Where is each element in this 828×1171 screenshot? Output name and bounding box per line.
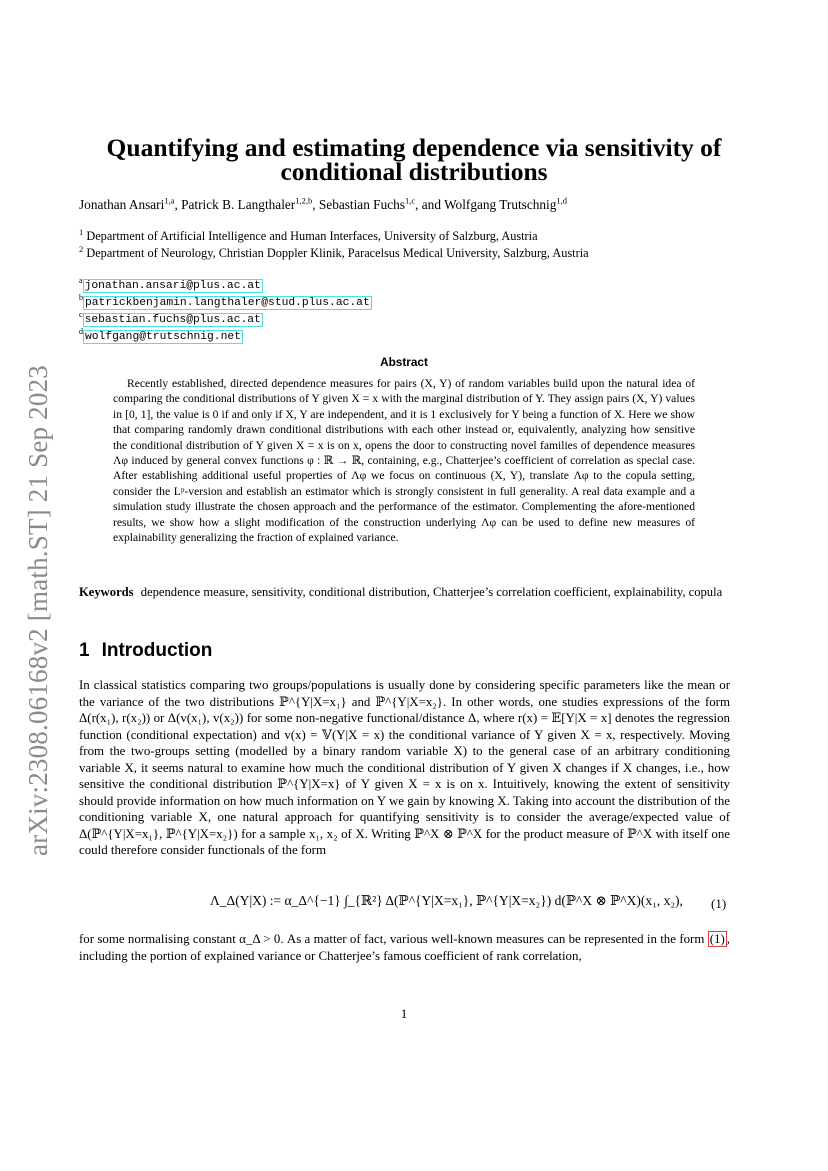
- author: Jonathan Ansari: [79, 197, 165, 212]
- paper-title: Quantifying and estimating dependence via sensitivity of conditional distributions: [106, 133, 722, 186]
- arxiv-identifier[interactable]: arXiv:2308.06168v2 [math.ST] 21 Sep 2023: [22, 364, 53, 856]
- email-entry: [79, 293, 372, 311]
- abstract-heading: Abstract: [380, 355, 428, 369]
- author-mark: 1,c: [404, 195, 416, 206]
- section-title: Introduction: [101, 640, 213, 661]
- author-mark: 1,a: [164, 195, 175, 206]
- email-link[interactable]: sebastian.fuchs@plus.ac.at: [84, 314, 261, 326]
- email-mark: a: [79, 276, 83, 286]
- authors-and: and: [421, 197, 441, 212]
- arxiv-stamp: [16, 350, 60, 870]
- keywords-text: dependence measure, sensitivity, conditional distribution, Chatterjee’s correlation coefficient, explainability, copula: [140, 585, 723, 599]
- author-list: Jonathan Ansari$^{1,a}$, Patrick B. Langthaler$^{1,2,b}$, Sebastian Fuchs$^{1,c}$, and Wolfgang Trutschnig$^{1,d}$: [79, 195, 568, 212]
- author: Sebastian Fuchs: [318, 197, 405, 212]
- email-mark: d: [79, 327, 83, 337]
- author-mark: 1,d: [556, 195, 568, 206]
- keywords: [79, 584, 729, 601]
- affiliation: [79, 245, 759, 261]
- author: Wolfgang Trutschnig: [444, 197, 557, 212]
- abstract-text: Recently established, directed dependence measures for pairs (X, Y) of random variables build upon the natural idea of comparing the conditional distributions of Y given X = x with the marginal distribution of Y. They assign pairs (X, Y) values in [0, 1], the value is 0 if and only if X, Y are independent, and it is 1 exclusively for Y being a function of X. Here we show that comparing randomly drawn conditional distributions with each other instead or, equivalently, analyzing how sensitive the conditional distribution of Y given X = x is on x, opens the door to constructing novel families of dependence measures Λφ induced by general convex functions φ : ℝ → ℝ, containing, e.g., Chatterjee’s coefficient of correlation as special case. After establishing additional useful properties of Λφ we focus on continuous (X, Y), translate Λφ to the copula setting, consider the Lᵖ-version and establish an estimator which is strongly consistent in full generality. A real data example and a simulation study illustrate the chosen approach and the performance of the estimator. Complementing the afore-mentioned results, we show how a slight modification of the construction underlying Λφ can be used to define new measures of explainability generalizing the fraction of explained variance.: [113, 377, 695, 545]
- author: Patrick B. Langthaler: [181, 197, 296, 212]
- email-mark: c: [79, 310, 83, 320]
- affiliation: [79, 228, 759, 244]
- intro-continuation: [79, 931, 730, 964]
- affiliation-mark: 1: [79, 226, 84, 237]
- intro-continuation-before: for some normalising constant α_Δ > 0. As a matter of fact, various well-known measures can be represented in the form: [79, 932, 705, 946]
- email-entry: [79, 276, 263, 294]
- affiliation-mark: 2: [79, 243, 84, 254]
- email-link[interactable]: wolfgang@trutschnig.net: [85, 331, 241, 343]
- keywords-label: Keywords: [79, 585, 134, 599]
- equation-1: Λ_Δ(Y|X) := α_Δ^{−1} ∫_{ℝ²} Δ(ℙ^{Y|X=x₁}, ℙ^{Y|X=x₂}) d(ℙ^X ⊗ ℙ^X)(x₁, x₂),: [210, 893, 683, 908]
- email-link[interactable]: patrickbenjamin.langthaler@stud.plus.ac.at: [85, 297, 370, 309]
- section-heading: [79, 640, 212, 662]
- affiliation-text: Department of Neurology, Christian Doppler Klinik, Paracelsus Medical University, Salzburg, Austria: [86, 246, 589, 260]
- email-entry: [79, 327, 243, 345]
- equation-reference-link[interactable]: (1): [709, 932, 725, 946]
- email-mark: b: [79, 293, 83, 303]
- page-number: 1: [400, 1006, 408, 1021]
- author-mark: 1,2,b: [295, 195, 313, 206]
- section-number: 1: [79, 640, 90, 661]
- equation-number: (1): [711, 896, 727, 911]
- affiliation-text: Department of Artificial Intelligence and Human Interfaces, University of Salzburg, Austria: [86, 229, 538, 243]
- email-link[interactable]: jonathan.ansari@plus.ac.at: [84, 280, 261, 292]
- intro-paragraph: In classical statistics comparing two groups/populations is usually done by considering specific parameters like the mean or the variance of the two distributions ℙ^{Y|X=x₁} and ℙ^{Y|X=x₂}. In other words, one studies expressions of the form Δ(r(x₁), r(x₂)) or Δ(v(x₁), v(x₂)) for some non-negative functional/distance Δ, where r(x) = 𝔼[Y|X = x] denotes the regression function (conditional expectation) and v(x) = 𝕍(Y|X = x) the conditional variance of Y given X = x, respectively. Moving from the two-groups setting (modelled by a binary random variable X) to the general case of an arbitrary conditioning variable X, it seems natural to examine how much the conditional distribution of Y given X changes if X changes, i.e., how sensitive the conditional distribution ℙ^{Y|X=x} of Y given X = x is on x. Intuitively, knowing the extent of sensitivity should provide information on how much information on Y we gain by knowing X. Taking into account the distribution of the conditioning variable X, one natural approach for quantifying sensitivity is to consider the average/expected value of Δ(ℙ^{Y|X=x₁}, ℙ^{Y|X=x₂}) for a sample x₁, x₂ of X. Writing ℙ^X ⊗ ℙ^X for the product measure of ℙ^X with itself one could therefore consider functionals of the form: [79, 678, 730, 857]
- intro-continuation-after: , including the portion of explained variance or Chatterjee’s famous coefficient of rank correlation,: [79, 932, 730, 963]
- email-entry: [79, 310, 263, 328]
